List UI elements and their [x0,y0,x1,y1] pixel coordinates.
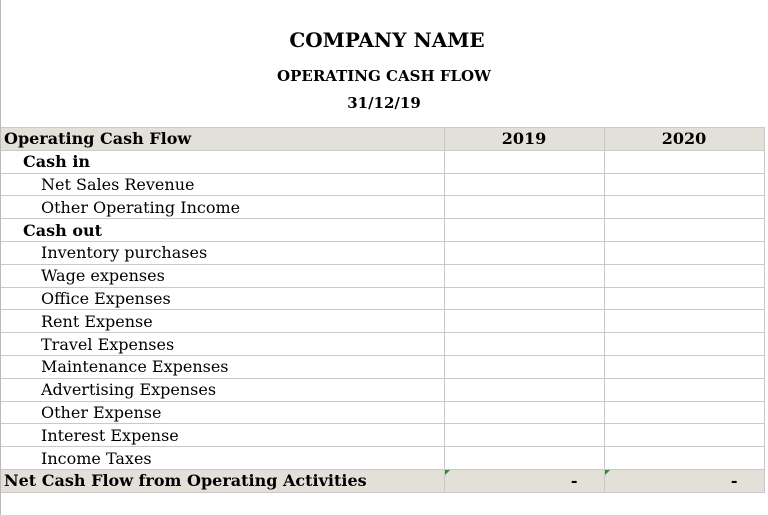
value-cell[interactable] [604,355,764,378]
total-row [1,469,764,492]
row-label[interactable]: Travel Expenses [1,333,444,356]
table-row [1,355,764,378]
value-cell[interactable] [444,241,604,264]
value-cell[interactable] [604,150,764,173]
table-row [1,378,764,401]
value-cell[interactable] [604,241,764,264]
value-cell[interactable] [444,219,604,242]
table-row [1,173,764,196]
total-value-text: - [730,471,738,491]
value-cell[interactable] [444,264,604,287]
row-label[interactable]: Interest Expense [1,424,444,447]
table-header-row [1,128,764,151]
value-cell[interactable] [444,173,604,196]
row-label[interactable]: Other Expense [1,401,444,424]
value-cell[interactable] [604,447,764,470]
total-value-2020[interactable] [604,469,764,492]
report-date[interactable]: 31/12/19 [347,94,421,112]
value-cell[interactable] [604,424,764,447]
report-title[interactable]: OPERATING CASH FLOW [277,67,491,85]
header-year-2019[interactable]: 2019 [444,128,604,151]
value-cell[interactable] [604,401,764,424]
table-row [1,401,764,424]
value-cell[interactable] [604,264,764,287]
cash-flow-table [1,127,765,493]
section-label[interactable]: Cash out [1,219,444,242]
value-cell[interactable] [444,196,604,219]
row-label[interactable]: Net Sales Revenue [1,173,444,196]
row-label[interactable]: Inventory purchases [1,241,444,264]
table-row [1,241,764,264]
value-cell[interactable] [444,150,604,173]
value-cell[interactable] [604,333,764,356]
row-label[interactable]: Wage expenses [1,264,444,287]
section-row-cash-out [1,219,764,242]
formula-indicator-icon [445,470,450,475]
table-row [1,447,764,470]
table-row [1,424,764,447]
header-label-cell[interactable]: Operating Cash Flow [1,128,444,151]
company-name[interactable]: COMPANY NAME [289,28,485,52]
value-cell[interactable] [444,378,604,401]
row-label[interactable]: Other Operating Income [1,196,444,219]
value-cell[interactable] [604,310,764,333]
value-cell[interactable] [444,447,604,470]
table-row [1,287,764,310]
total-value-text: - [570,471,578,491]
value-cell[interactable] [444,333,604,356]
table-row [1,264,764,287]
table-row [1,333,764,356]
table-row [1,310,764,333]
value-cell[interactable] [604,219,764,242]
header-year-2020[interactable]: 2020 [604,128,764,151]
value-cell[interactable] [444,310,604,333]
row-label[interactable]: Maintenance Expenses [1,355,444,378]
value-cell[interactable] [604,287,764,310]
value-cell[interactable] [604,173,764,196]
row-label[interactable]: Income Taxes [1,447,444,470]
total-value-2019[interactable] [444,469,604,492]
total-label[interactable]: Net Cash Flow from Operating Activities [1,469,444,492]
value-cell[interactable] [604,378,764,401]
value-cell[interactable] [444,355,604,378]
value-cell[interactable] [444,287,604,310]
section-row-cash-in [1,150,764,173]
row-label[interactable]: Rent Expense [1,310,444,333]
table-row [1,196,764,219]
row-label[interactable]: Advertising Expenses [1,378,444,401]
formula-indicator-icon [605,470,610,475]
value-cell[interactable] [444,424,604,447]
value-cell[interactable] [604,196,764,219]
section-label[interactable]: Cash in [1,150,444,173]
row-label[interactable]: Office Expenses [1,287,444,310]
value-cell[interactable] [444,401,604,424]
